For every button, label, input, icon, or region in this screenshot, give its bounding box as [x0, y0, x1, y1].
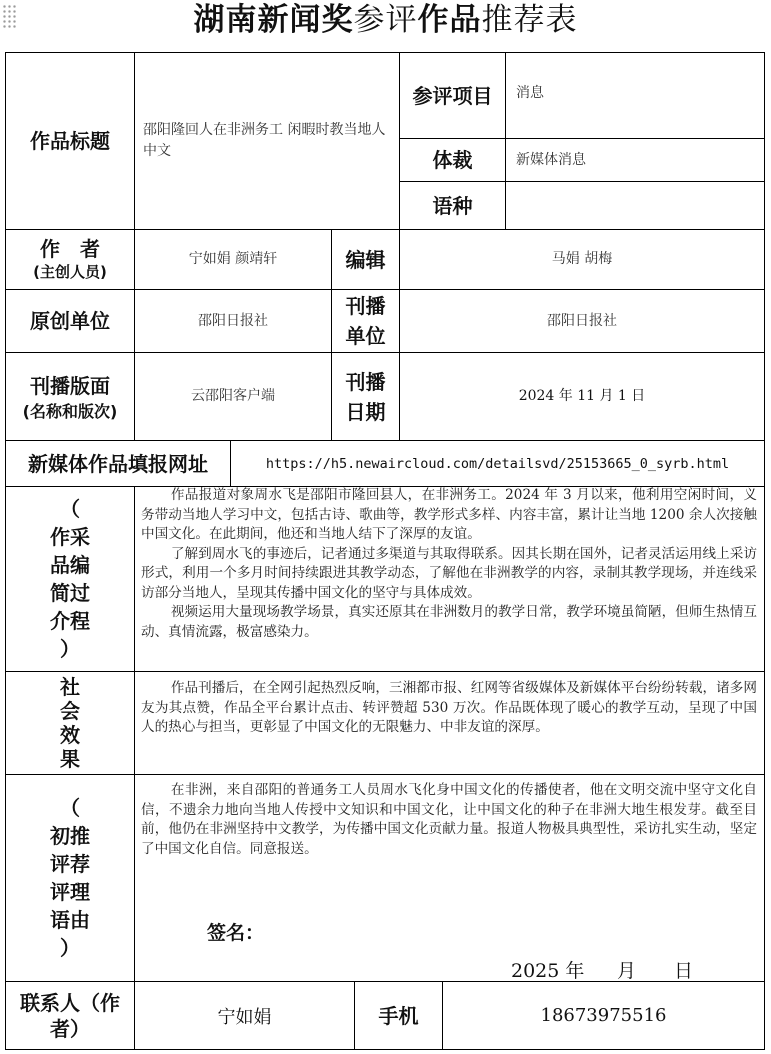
editor-value[interactable]	[400, 230, 764, 290]
effect-text	[141, 679, 757, 738]
author-label: 作 者	[40, 236, 100, 261]
signature-field[interactable]	[381, 917, 731, 941]
url-value[interactable]	[231, 441, 764, 487]
intro-label-0: （	[60, 497, 80, 521]
intro-label-4: 介程	[50, 609, 90, 633]
review-label-cell	[6, 775, 135, 982]
review-label-2: 评荐	[50, 852, 90, 876]
genre-value[interactable]	[506, 139, 764, 182]
title-part-4: 推荐表	[481, 2, 578, 38]
contact-label-line-2: 者）	[50, 1016, 90, 1041]
effect-label-0: 社	[60, 675, 80, 699]
title-part-2: 参评	[353, 2, 418, 38]
pub-date-value[interactable]	[400, 353, 764, 441]
language-label: 语种	[400, 182, 506, 230]
phone-value[interactable]	[443, 982, 764, 1049]
review-label-1: 初推	[50, 824, 90, 848]
review-text	[141, 781, 757, 859]
intro-label-cell	[6, 487, 135, 672]
title-part-3: 作品	[417, 2, 482, 38]
effect-value[interactable]	[135, 672, 764, 775]
pub-unit-text: 邵阳日报社	[547, 312, 617, 329]
pub-unit-value[interactable]	[400, 290, 764, 353]
author-value[interactable]	[135, 230, 332, 290]
pub-unit-label-cell	[332, 290, 400, 353]
sign-month: 月	[617, 960, 637, 982]
sign-day: 日	[674, 960, 694, 982]
genre-text: 新媒体消息	[516, 151, 586, 168]
contact-label-cell	[6, 982, 135, 1049]
intro-paragraph: 视频运用大量现场教学场景，真实还原其在非洲数月的教学日常，教学环境虽简陋，但师生热情互动、真情流露，极富感染力。	[141, 604, 757, 640]
title-part-1: 湖南新闻奖	[193, 2, 354, 38]
category-label: 参评项目	[400, 53, 506, 139]
intro-paragraph: 作品报道对象周水飞是邵阳市隆回县人，在非洲务工。2024 年 3 月以来，他利用空闲时间，义务带动当地人学习中文，包括古诗、歌曲等，教学形式多样、内容丰富，累计让当地 1200 余人次接触中国文化。在此期间，他还和当地人结下了深厚的友谊。	[141, 487, 757, 542]
intro-label-1: 作采	[50, 525, 90, 549]
effect-paragraph: 作品刊播后，在全网引起热烈反响，三湘都市报、红网等省级媒体及新媒体平台纷纷转载，诸多网友为其点赞，作品全平台累计点击、转评赞超 530 万次。作品既体现了暖心的教学互动，呈现了中国人的热心与担当，更彰显了中国文化的无限魅力、中非友谊的深厚。	[141, 680, 757, 735]
unit-label: 原创单位	[6, 290, 135, 353]
unit-value[interactable]	[135, 290, 332, 353]
category-value[interactable]	[506, 53, 764, 139]
work-title-label: 作品标题	[6, 53, 135, 230]
edition-sub-label: (名称和版次)	[22, 401, 118, 421]
unit-text: 邵阳日报社	[198, 312, 268, 329]
signature-label: 签名：	[207, 922, 265, 944]
pub-unit-label-line-1: 刊播	[345, 294, 386, 318]
url-text: https://h5.newaircloud.com/detailsvd/25153665_0_syrb.html	[265, 455, 730, 472]
genre-label: 体裁	[400, 139, 506, 182]
pub-unit-label-line-2: 单位	[345, 324, 386, 348]
intro-label-2: 品编	[50, 553, 90, 577]
review-paragraph: 在非洲，来自邵阳的普通务工人员周水飞化身中国文化的传播使者，他在文明交流中坚守文化自信，不遗余力地向当地人传授中文知识和中国文化，让中国文化的种子在非洲大地生根发芽。截至目前，他仍在非洲坚持中文教学，为传播中国文化贡献力量。报道人物极具典型性，采访扎实生动，坚定了中国文化自信。同意报送。	[141, 782, 757, 857]
author-sub-label: (主创人员)	[33, 262, 107, 281]
url-label: 新媒体作品填报网址	[6, 441, 231, 487]
contact-value[interactable]	[135, 982, 355, 1049]
category-text: 消息	[516, 85, 544, 101]
contact-text: 宁如娟	[217, 1006, 272, 1028]
phone-text: 18673975516	[540, 1005, 667, 1026]
author-label-cell	[6, 230, 135, 290]
recommendation-form	[5, 52, 765, 1050]
author-text: 宁如娟 颜靖轩	[188, 251, 278, 267]
contact-label-line-1: 联系人（作	[20, 990, 120, 1015]
editor-label: 编辑	[332, 230, 400, 290]
language-value[interactable]	[506, 182, 764, 230]
review-label-0: （	[60, 796, 80, 820]
effect-label-1: 会	[60, 699, 80, 723]
intro-paragraph: 了解到周水飞的事迹后，记者通过多渠道与其取得联系。因其长期在国外，记者灵活运用线上采访形式，利用一个多月时间持续跟进其教学动态，了解他在非洲教学的内容，录制其教学现场，并连线采访部分当地人，呈现其传播中国文化的坚守与具体成效。	[141, 545, 757, 601]
edition-text: 云邵阳客户端	[191, 388, 275, 404]
effect-label-3: 果	[60, 747, 80, 771]
effect-label-2: 效	[60, 723, 80, 747]
intro-label-5: ）	[60, 637, 80, 661]
sign-year: 2025 年	[511, 960, 585, 982]
intro-value[interactable]	[135, 487, 764, 672]
edition-label: 刊播版面	[30, 373, 110, 398]
intro-text	[141, 487, 757, 642]
review-label-3: 评理	[50, 880, 90, 904]
work-title-text: 邵阳隆回人在非洲务工 闲暇时教当地人中文	[143, 122, 386, 159]
pub-date-label-cell	[332, 353, 400, 441]
edition-value[interactable]	[135, 353, 332, 441]
page-title	[0, 0, 771, 44]
review-label-5: ）	[60, 936, 80, 960]
edition-label-cell	[6, 353, 135, 441]
pub-date-label-line-2: 日期	[345, 399, 386, 424]
pub-date-text: 2024 年 11 月 1 日	[518, 388, 646, 404]
review-value[interactable]	[135, 775, 764, 982]
work-title-value[interactable]	[135, 53, 400, 230]
intro-label-3: 简过	[50, 581, 90, 605]
pub-date-label-line-1: 刊播	[345, 369, 386, 394]
effect-label-cell	[6, 672, 135, 775]
review-label-4: 语由	[50, 908, 90, 932]
phone-label: 手机	[355, 982, 443, 1049]
editor-text: 马娟 胡梅	[551, 251, 613, 267]
